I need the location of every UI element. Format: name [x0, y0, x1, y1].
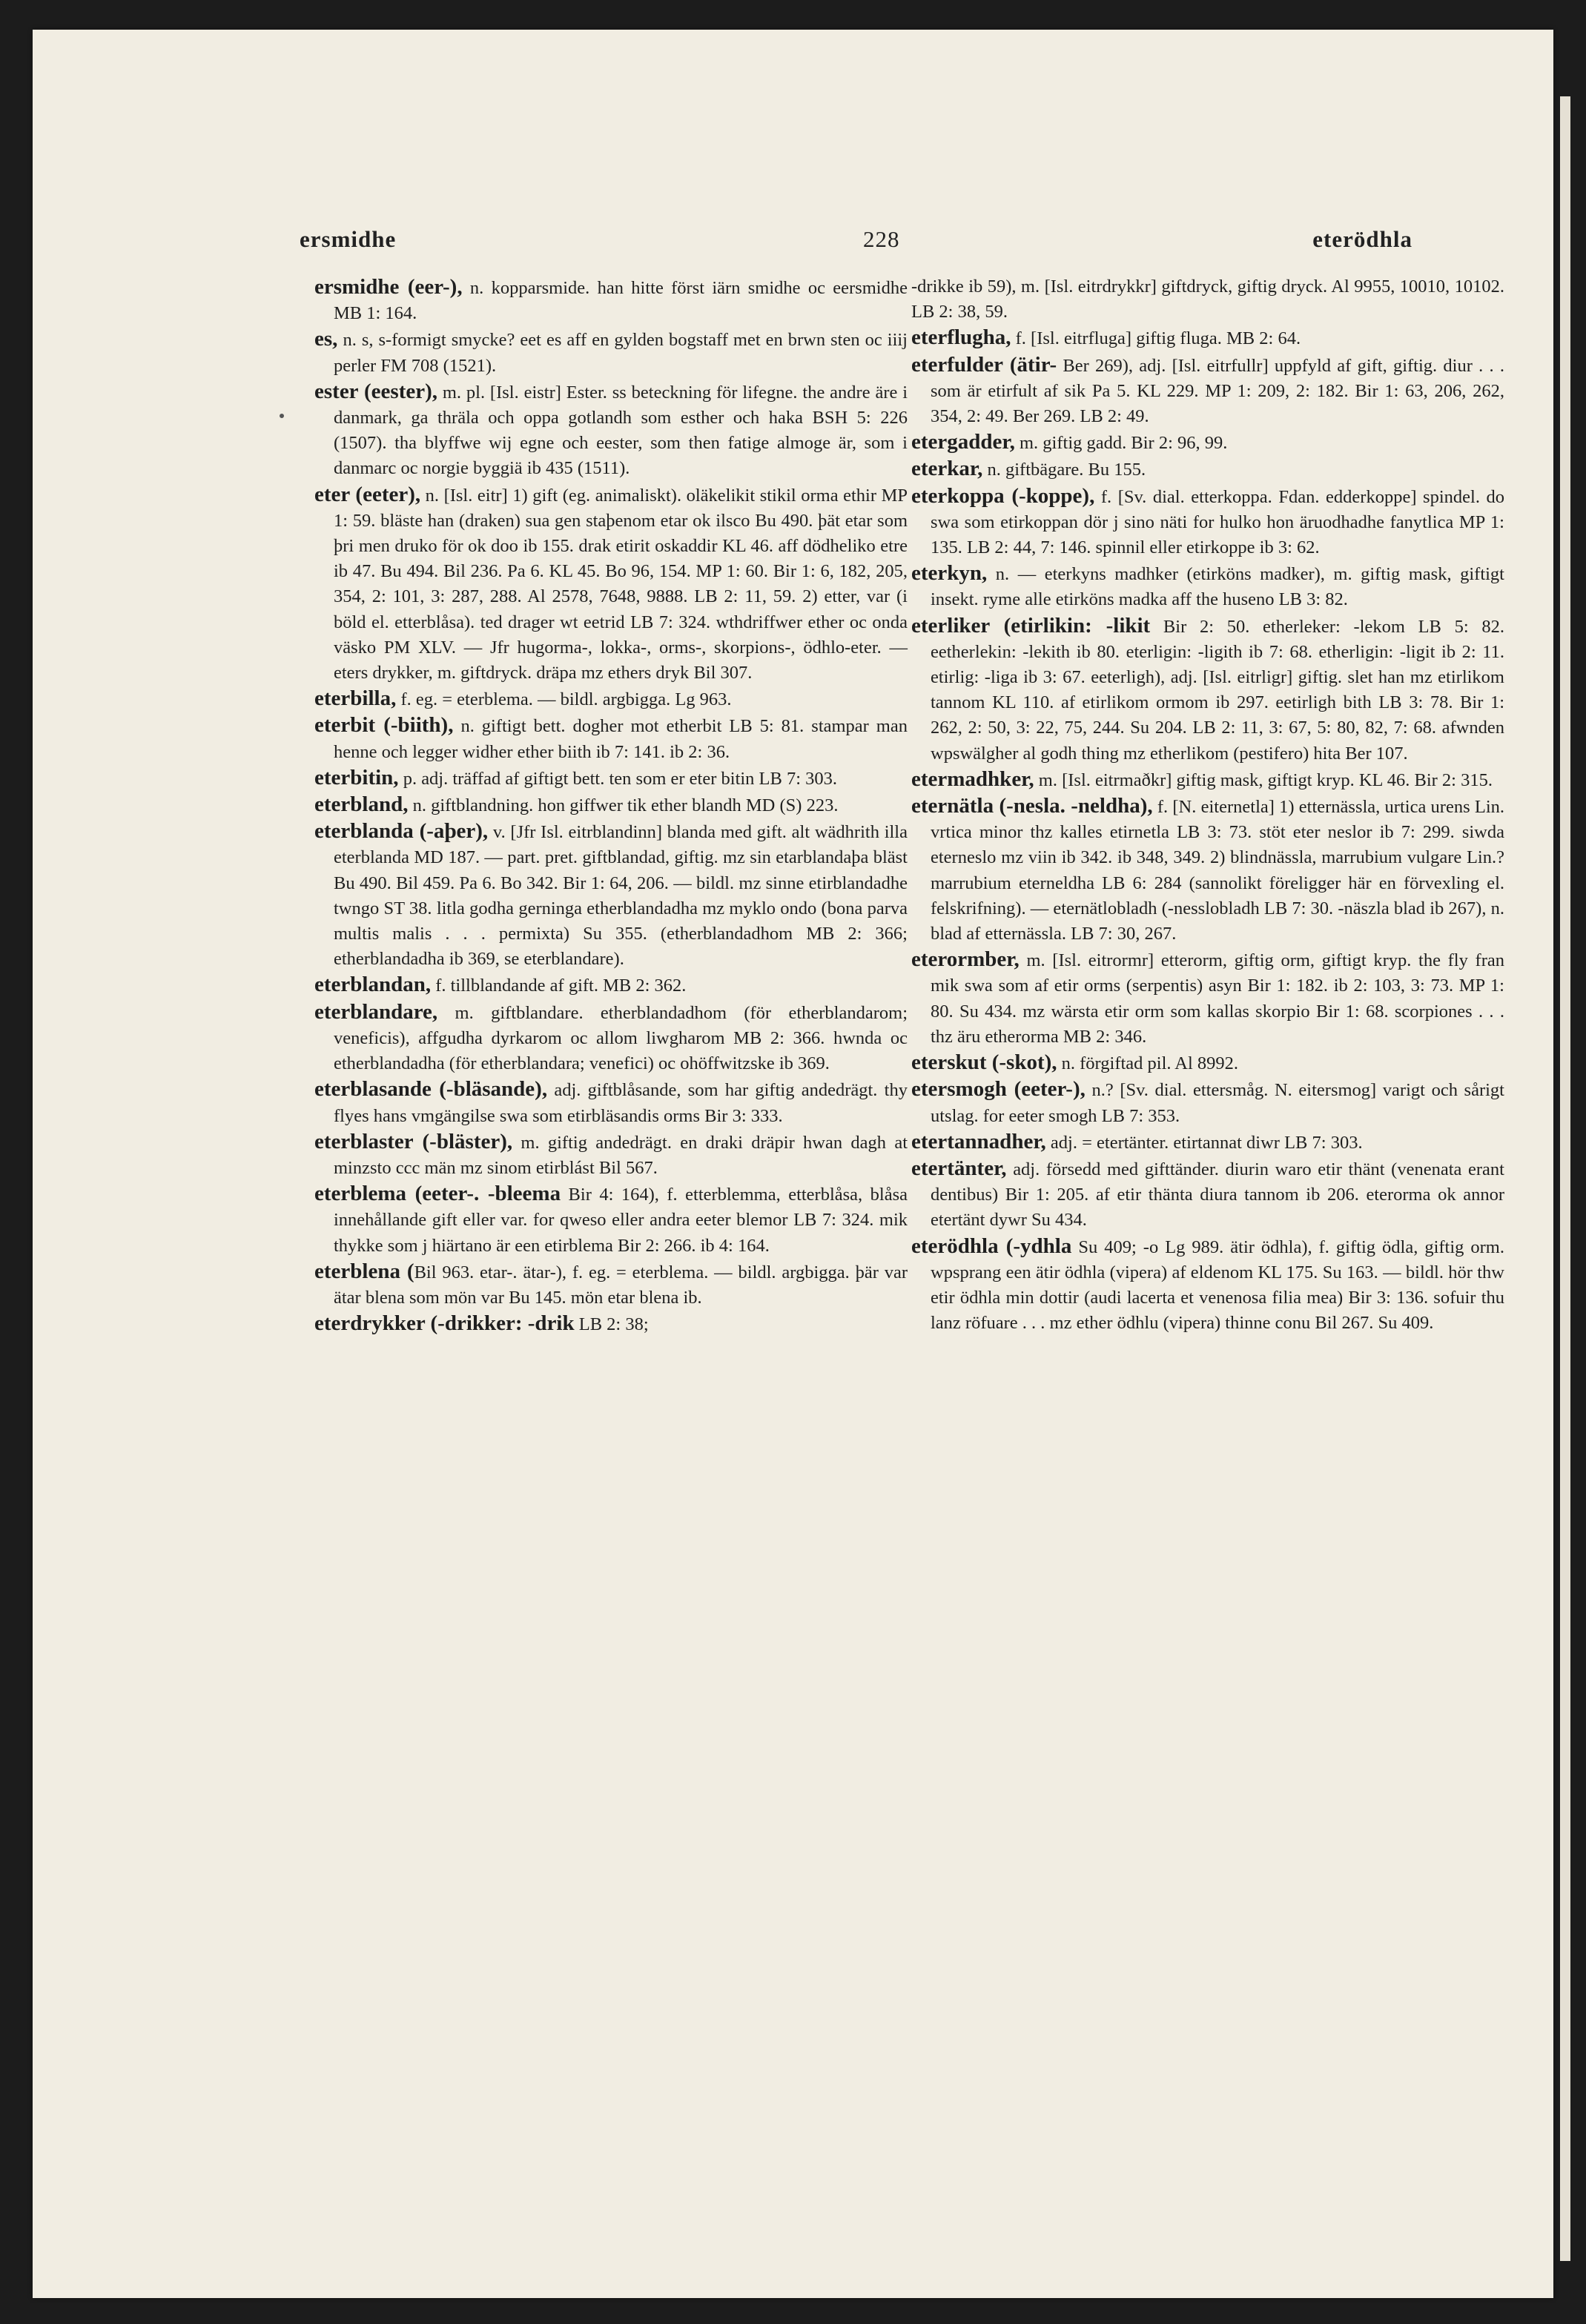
entry-headword: es,	[314, 327, 338, 351]
entry-body: Bir 2: 50. etherleker: -lekom LB 5: 82. eetherlekin: -lekith ib 80. eterligin: -ligith ib 7: 68. etherligin: -ligit ib 2: 11. etirlig: -liga ib 3: 67. eeterligh), adj. [Isl. eitrligr] giftig. slet han mz etirlikom tannom KL 110. af etirlikom ormom ib 297. eetirligh bith LB 3: 78. Bir 1: 262, 2: 50, 3: 22, 75, 244. Su 204. LB 2: 11, 3: 67, 5: 80, 82, 7: 68. afwnden wpswälgher al godh thing mz etherlikom (pestifero) hita Ber 107.	[931, 616, 1504, 764]
dictionary-entry	[314, 274, 908, 326]
dictionary-entry	[911, 274, 1504, 325]
entry-headword: eterblandare,	[314, 999, 438, 1024]
entry-body: f. [Sv. dial. etterkoppa. Fdan. edderkoppe] spindel. do swa som etirkoppan dör j sino näti for hulko hon äruodhadhe fanytlica MP 1: 135. LB 2: 44, 7: 146. spinnil eller etirkoppe ib 3: 62.	[931, 486, 1504, 558]
entry-body: m. giftig gadd. Bir 2: 96, 99.	[1014, 433, 1228, 454]
dictionary-entry	[911, 793, 1504, 947]
entry-body: Bir 4: 164), f. etterblemma, etterblåsa, blåsa innehållande gift eller var. for qweso eller andra eeter blemor LB 7: 324. mik thykke som j hiärtano är een etirblema Bir 2: 266. ib 4: 164.	[334, 1185, 908, 1256]
entry-body: Su 409; -o Lg 989. ätir ödhla), f. giftig ödla, giftig orm. wpsprang een ätir ödhla (vipera) af eldenom KL 175. Su 163. — bildl. hör thw etir ödhla min dottir (audi lacerta et venenosa filia mea) Bir 3: 136. sofuir thu lanz röfuare . . . mz ether ödhlu (vipera) thinne conu Bil 267. Su 409.	[931, 1237, 1504, 1334]
entry-headword: eterkar,	[911, 457, 983, 481]
entry-body: n. giftblandning. hon giffwer tik ether blandh MD (S) 223.	[408, 795, 839, 816]
entry-headword: eterblena (	[314, 1259, 414, 1283]
entry-body: f. tillblandande af gift. MB 2: 362.	[431, 976, 687, 996]
entry-headword: eterliker (etirlikin: -likit	[911, 613, 1151, 638]
entry-headword: eterblanda (-aþer),	[314, 819, 489, 844]
entry-body: n. giftigt bett. dogher mot etherbit LB 5: 81. stampar man henne och legger widher ether biith ib 7: 141. ib 2: 36.	[334, 716, 908, 762]
entry-headword: eterblema (eeter-. -bleema	[314, 1182, 561, 1206]
dictionary-entry	[911, 456, 1504, 483]
entry-body: adj. försedd med gifttänder. diurin waro etir thänt (venenata erant dentibus) Bir 1: 205. af etir thänta diura tannom ib 206. eterorma ok annor etertänt dywr Su 434.	[931, 1159, 1504, 1231]
dictionary-entry	[911, 1234, 1504, 1337]
entry-headword: eterormber,	[911, 947, 1020, 972]
entry-body: m. [Isl. eitrormr] etterorm, giftig orm, giftigt kryp. the fly fran mik swa som af etir orms (serpentis) asyn Bir 1: 182. ib 2: 103, 3: 73. MP 1: 80. Su 434. mz wärsta etir orm som kallas skorpio Bir 1: 68. scorpiones . . . thz äru etherorma MB 2: 346.	[931, 950, 1504, 1047]
header-left-word: ersmidhe	[300, 226, 397, 252]
entry-headword: etermadhker,	[911, 767, 1034, 791]
entry-body: adj. = etertänter. etirtannat diwr LB 7: 303.	[1045, 1132, 1363, 1153]
entry-body: Bil 963. etar-. ätar-), f. eg. = eterblema. — bildl. argbigga. þär var ätar blena som mön var Bu 145. mön etar blena ib.	[334, 1262, 908, 1308]
entry-headword: eternätla (-nesla. -neldha),	[911, 794, 1153, 818]
entry-headword: eterblaster (-bläster),	[314, 1129, 513, 1153]
dictionary-entry	[911, 429, 1504, 456]
dictionary-entry	[911, 1050, 1504, 1076]
dictionary-entry	[314, 1076, 908, 1128]
dictionary-entry	[911, 613, 1504, 767]
entry-headword: eterbit (-biith),	[314, 713, 454, 738]
entry-headword: etertannadher,	[911, 1129, 1046, 1153]
dictionary-entry	[314, 482, 908, 686]
dictionary-entry	[314, 712, 908, 764]
entry-body: adj. giftblåsande, som har giftig andedrägt. thy flyes hans vmgängilse swa som etirbläsandis orms Bir 3: 333.	[334, 1080, 908, 1126]
page-edge	[1560, 96, 1570, 2261]
dictionary-entry	[911, 352, 1504, 430]
entry-body: p. adj. träffad af giftigt bett. ten som er eter bitin LB 7: 303.	[398, 768, 838, 789]
entry-headword: eterfulder (ätir-	[911, 352, 1057, 377]
entry-headword: ersmidhe (eer-),	[314, 275, 463, 299]
dictionary-entry	[911, 947, 1504, 1050]
entry-headword: eterbitin,	[314, 765, 399, 789]
dictionary-entry	[314, 972, 908, 999]
entry-body: m. pl. [Isl. eistr] Ester. ss beteckning för lifegne. the andre äre i danmark, ga thräla och oppa gotlandh som esther och haka BSH 5: 226 (1507). tha blyffwe wij egne och eester, som then fatige almoge är, som i danmarc oc norgie byggiä ib 435 (1511).	[334, 382, 908, 479]
entry-body: n. förgiftad pil. Al 8992.	[1057, 1053, 1239, 1074]
dictionary-entry	[911, 325, 1504, 351]
dictionary-entry	[314, 765, 908, 792]
dictionary-entry	[314, 1181, 908, 1259]
dictionary-entry	[911, 767, 1504, 793]
entry-body: n. kopparsmide. han hitte först iärn smidhe oc eersmidhe MB 1: 164.	[334, 278, 908, 324]
entry-body: m. [Isl. eitrmaðkr] giftig mask, giftigt kryp. KL 46. Bir 2: 315.	[1034, 769, 1493, 790]
entry-headword: eterskut (-skot),	[911, 1050, 1057, 1075]
entry-body: n. [Isl. eitr] 1) gift (eg. animaliskt). oläkelikit stikil orma ethir MP 1: 59. bläste han (draken) sua gen staþenom etar ok ilsco Bu 490. þät etar som þri men druko för ok doo ib 155. drak etirit oskaddir KL 46. aff dödheliko etre ib 47. Bu 494. Bil 236. Pa 6. KL 45. Bo 96, 154. MP 1: 60. Bir 1: 6, 182, 205, 354, 2: 101, 3: 287, 288. Al 2578, 7648, 9888. LB 2: 11, 59. 2) etter, var (i böld el. etterblåsa). ted drager wt eetrid LB 7: 324. wthdriffwer ether oc onda väsko PM XLV. — Jfr hugorma-, lokka-, orms-, skorpions-, ödhlo-eter. — eters drykker, m. giftdryck. dräpa mz ethers dryk Bil 307.	[334, 485, 908, 683]
entry-headword: eterblasande (-bläsande),	[314, 1077, 548, 1102]
running-head	[33, 226, 1553, 256]
entry-body: LB 2: 38;	[574, 1314, 649, 1335]
entry-body: m. giftblandare. etherblandadhom (för etherblandarom; veneficis), affgudha dyrkarom oc allom liwgharom MB 2: 366. hwnda oc etherblandadha (för etherblandara; venefici) oc ohöffwitzske ib 369.	[334, 1002, 908, 1074]
dictionary-entry	[314, 1311, 908, 1337]
entry-body: f. [Isl. eitrfluga] giftig fluga. MB 2: 64.	[1011, 328, 1301, 349]
dictionary-entry	[314, 1259, 908, 1311]
entry-headword: eterbland,	[314, 792, 409, 817]
entry-headword: eterflugha,	[911, 325, 1011, 350]
entry-headword: eterödhla (-ydhla	[911, 1234, 1072, 1258]
book-page	[33, 30, 1553, 2298]
entry-body: m. giftig andedrägt. en draki dräpir hwan dagh at minzsto ccc män mz sinom etirblást Bil 567.	[334, 1132, 908, 1178]
dictionary-entry	[314, 1129, 908, 1181]
entry-headword: eter (eeter),	[314, 482, 421, 506]
dictionary-entry	[911, 1076, 1504, 1128]
entry-headword: etertänter,	[911, 1156, 1007, 1180]
entry-body: f. [N. eiternetla] 1) etternässla, urtica urens Lin. vrtica minor thz kalles etirnetla LB 3: 73. stöt eter neslor ib 7: 299. siwda eterneslo mz viin ib 342. ib 348, 349. 2) blindnässla, marrubium vulgare Lin.? marrubium eterneldha LB 6: 284 (sannolikt föreligger här en förvexling el. felskrifning). — eternätlobladh (-nesslobladh LB 7: 30. -näszla blad ib 267), n. blad af etternässla. LB 7: 30, 267.	[931, 797, 1505, 944]
entry-headword: etergadder,	[911, 430, 1015, 454]
dictionary-entry	[314, 999, 908, 1077]
dictionary-entry	[314, 792, 908, 818]
entry-body: Ber 269), adj. [Isl. eitrfullr] uppfyld af gift, giftig. diur . . . som är etirfult af sik Pa 5. KL 229. MP 1: 209, 2: 182. Bir 1: 63, 206, 262, 354, 2: 49. Ber 269. LB 2: 49.	[931, 355, 1504, 427]
entry-body: n. giftbägare. Bu 155.	[982, 460, 1146, 480]
dictionary-entry	[314, 379, 908, 482]
entry-body: n.? [Sv. dial. ettersmåg. N. eitersmog] varigt och sårigt utslag. for eeter smogh LB 7: 353.	[931, 1080, 1504, 1126]
entry-headword: eterdrykker (-drikker: -drik	[314, 1311, 575, 1336]
margin-mark	[280, 414, 284, 418]
entry-body: -drikke ib 59), m. [Isl. eitrdrykkr] giftdryck, giftig dryck. Al 9955, 10010, 10102. LB 2: 38, 59.	[911, 277, 1504, 322]
dictionary-entry	[314, 326, 908, 378]
entry-headword: eterblandan,	[314, 973, 432, 997]
entry-body: n. — eterkyns madhker (etirköns madker), m. giftig mask, giftigt insekt. ryme alle etirköns madka aff the huseno LB 3: 82.	[931, 564, 1504, 610]
right-column	[911, 274, 1504, 1336]
dictionary-entry	[314, 686, 908, 712]
entry-body: n. s, s-formigt smycke? eet es aff en gylden bogstaff met en brwn sten oc iiij perler FM 708 (1521).	[334, 330, 908, 376]
entry-headword: eterbilla,	[314, 686, 397, 711]
dictionary-entry	[911, 483, 1504, 561]
entry-headword: eterkyn,	[911, 561, 988, 586]
page-number: 228	[863, 226, 900, 252]
entry-body: v. [Jfr Isl. eitrblandinn] blanda med gift. alt wädhrith illa eterblanda MD 187. — part. pret. giftblandad, giftig. mz sin etarblandaþa bläst Bu 490. Bil 459. Pa 6. Bo 342. Bir 1: 64, 206. — bildl. mz sinne etirblandadhe twngo ST 38. litla godha gerninga etherblandadha mz myklo ondo (bona parva multis malis . . . permixta) Su 355. (etherblandadhom MB 2: 366; etherblandadha ib 369, se eterblandare).	[334, 822, 908, 970]
entry-body: f. eg. = eterblema. — bildl. argbigga. Lg 963.	[396, 689, 732, 710]
dictionary-entry	[314, 818, 908, 972]
header-right-word: eterödhla	[1312, 226, 1412, 252]
dictionary-entry	[911, 1129, 1504, 1156]
entry-headword: eterkoppa (-koppe),	[911, 483, 1095, 508]
dictionary-entry	[911, 560, 1504, 612]
entry-headword: ester (eester),	[314, 379, 438, 403]
left-column	[314, 274, 908, 1337]
dictionary-entry	[911, 1156, 1504, 1234]
entry-headword: etersmogh (eeter-),	[911, 1077, 1086, 1102]
